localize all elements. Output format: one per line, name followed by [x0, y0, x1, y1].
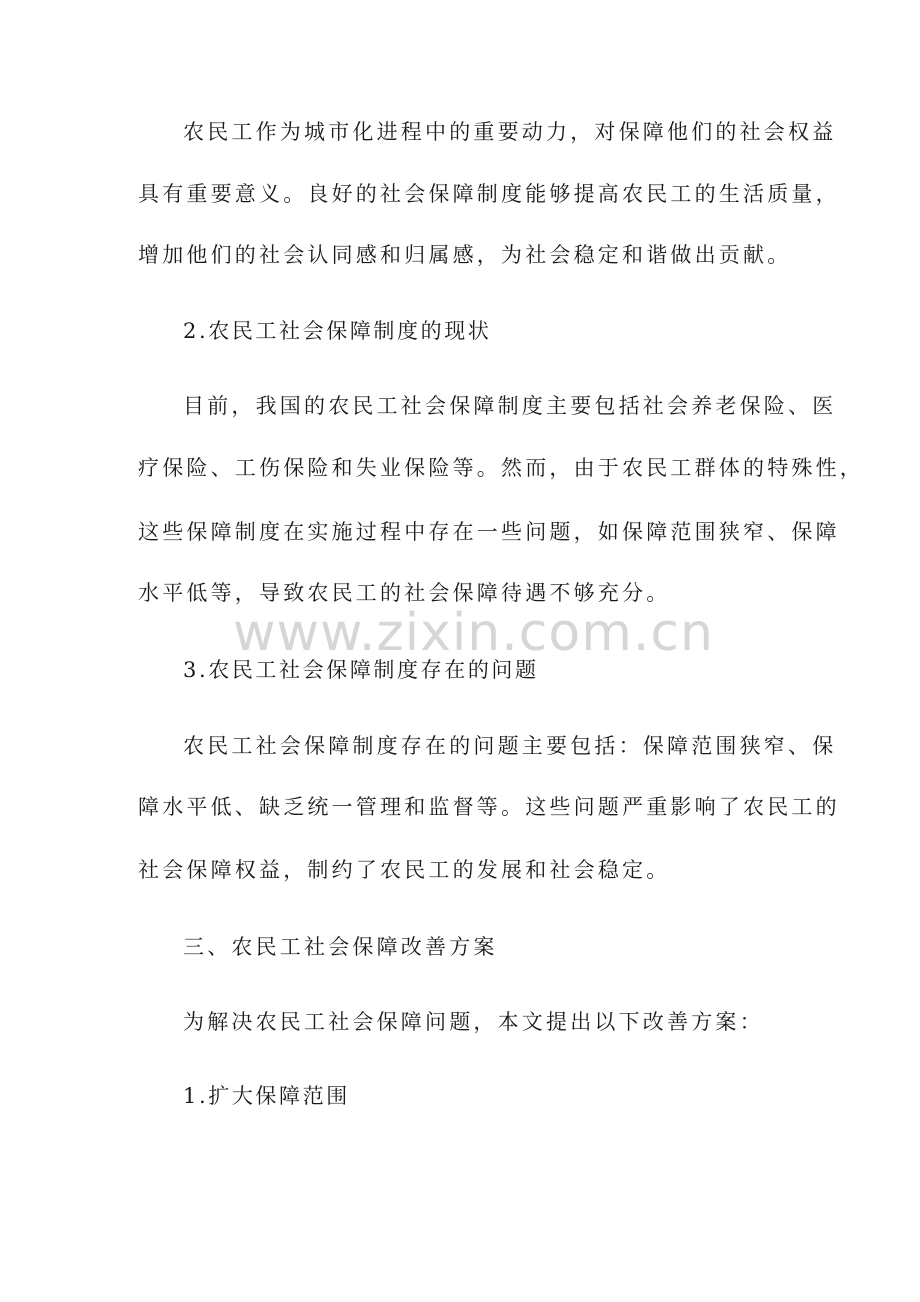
paragraph-line: 农民工作为城市化进程中的重要动力，对保障他们的社会权益 — [183, 120, 837, 144]
section-heading: 2.农民工社会保障制度的现状 — [183, 319, 492, 343]
paragraph-line: 水平低等，导致农民工的社会保障待遇不够充分。 — [138, 581, 671, 605]
paragraph-line: 具有重要意义。良好的社会保障制度能够提高农民工的生活质量， — [138, 182, 840, 206]
section-heading: 3.农民工社会保障制度存在的问题 — [183, 658, 539, 682]
paragraph-line: 这些保障制度在实施过程中存在一些问题，如保障范围狭窄、保障 — [138, 520, 840, 544]
watermark: www.zixin.com.cn — [233, 603, 714, 663]
paragraph-line: 疗保险、工伤保险和失业保险等。然而，由于农民工群体的特殊性， — [138, 456, 864, 480]
section-heading: 三、农民工社会保障改善方案 — [183, 935, 498, 959]
paragraph-line: 目前，我国的农民工社会保障制度主要包括社会养老保险、医 — [183, 394, 837, 418]
paragraph-line: 增加他们的社会认同感和归属感，为社会稳定和谐做出贡献。 — [138, 243, 792, 267]
paragraph-line: 社会保障权益，制约了农民工的发展和社会稳定。 — [138, 858, 671, 882]
paragraph-line: 农民工社会保障制度存在的问题主要包括：保障范围狭窄、保 — [183, 734, 837, 758]
paragraph-line: 为解决农民工社会保障问题，本文提出以下改善方案： — [183, 1010, 764, 1034]
paragraph-line: 障水平低、缺乏统一管理和监督等。这些问题严重影响了农民工的 — [138, 795, 840, 819]
section-heading: 1.扩大保障范围 — [183, 1084, 350, 1108]
